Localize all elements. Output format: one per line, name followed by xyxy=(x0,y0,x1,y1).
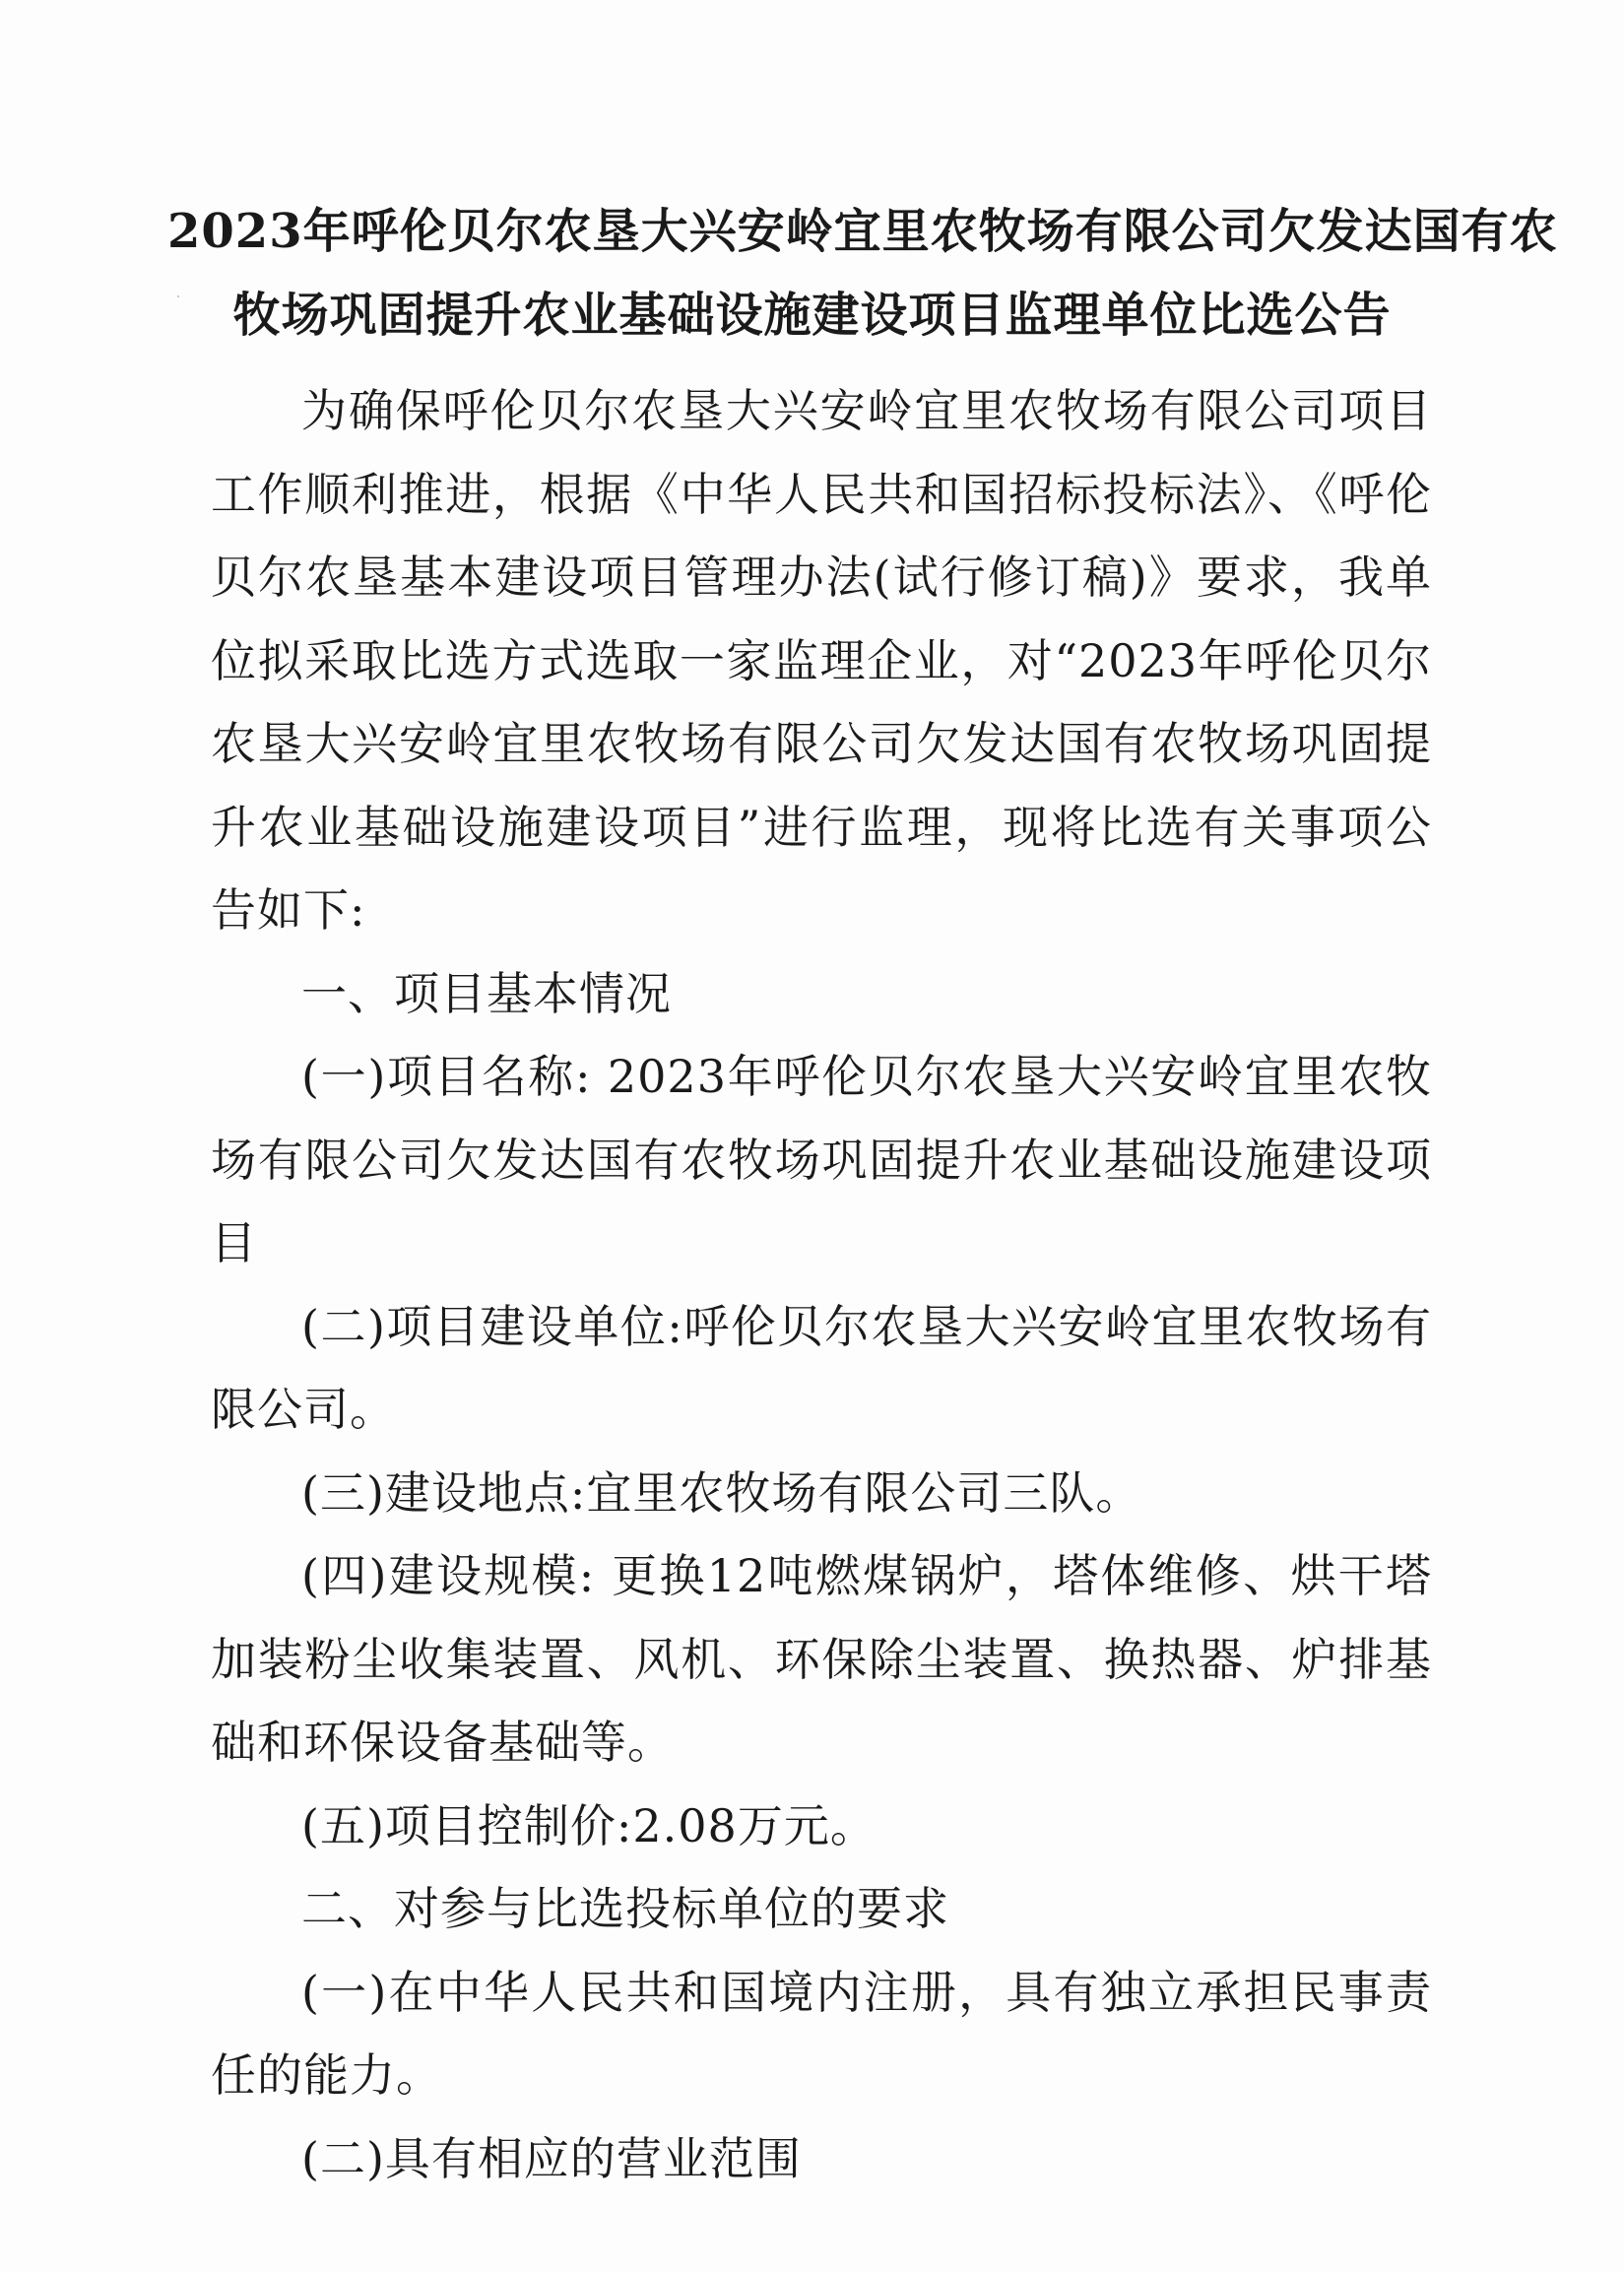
document-body xyxy=(211,369,1432,2200)
project-control-price-item: (五)项目控制价:2.08万元。 xyxy=(301,1798,877,1852)
project-name-item: (一)项目名称: 2023年呼伦贝尔农垦大兴安岭宜里农牧场有限公司欠发达国有农牧场巩固提升农业基础设施建设项目 xyxy=(211,1050,1432,1269)
document-title-line-1: 2023年呼伦贝尔农垦大兴安岭宜里农牧场有限公司欠发达国有农 xyxy=(167,204,1558,259)
section-heading-project-basics: 一、项目基本情况 xyxy=(301,966,672,1020)
project-location-item: (三)建设地点:宜里农牧场有限公司三队。 xyxy=(301,1465,1142,1520)
intro-paragraph: 为确保呼伦贝尔农垦大兴安岭宜里农牧场有限公司项目工作顺利推进，根据《中华人民共和国招标投标法》、《呼伦贝尔农垦基本建设项目管理办法(试行修订稿)》要求，我单位拟采取比选方式选取一家监理企业，对“2023年呼伦贝尔农垦大兴安岭宜里农牧场有限公司欠发达国有农牧场巩固提升农业基础设施建设项目”进行监理，现将比选有关事项公告如下: xyxy=(211,384,1432,937)
project-owner-item: (二)项目建设单位:呼伦贝尔农垦大兴安岭宜里农牧场有限公司。 xyxy=(211,1299,1432,1436)
section-heading-bidder-requirements: 二、对参与比选投标单位的要求 xyxy=(301,1882,949,1935)
requirement-item-2: (二)具有相应的营业范围 xyxy=(301,2131,802,2185)
document-title-line-2: 牧场巩固提升农业基础设施建设项目监理单位比选公告 xyxy=(232,288,1392,343)
requirement-item-1: (一)在中华人民共和国境内注册，具有独立承担民事责任的能力。 xyxy=(211,1965,1432,2102)
project-scale-item: (四)建设规模: 更换12吨燃煤锅炉，塔体维修、烘干塔加装粉尘收集装置、风机、环保除尘装置、换热器、炉排基础和环保设备基础等。 xyxy=(211,1549,1432,1769)
